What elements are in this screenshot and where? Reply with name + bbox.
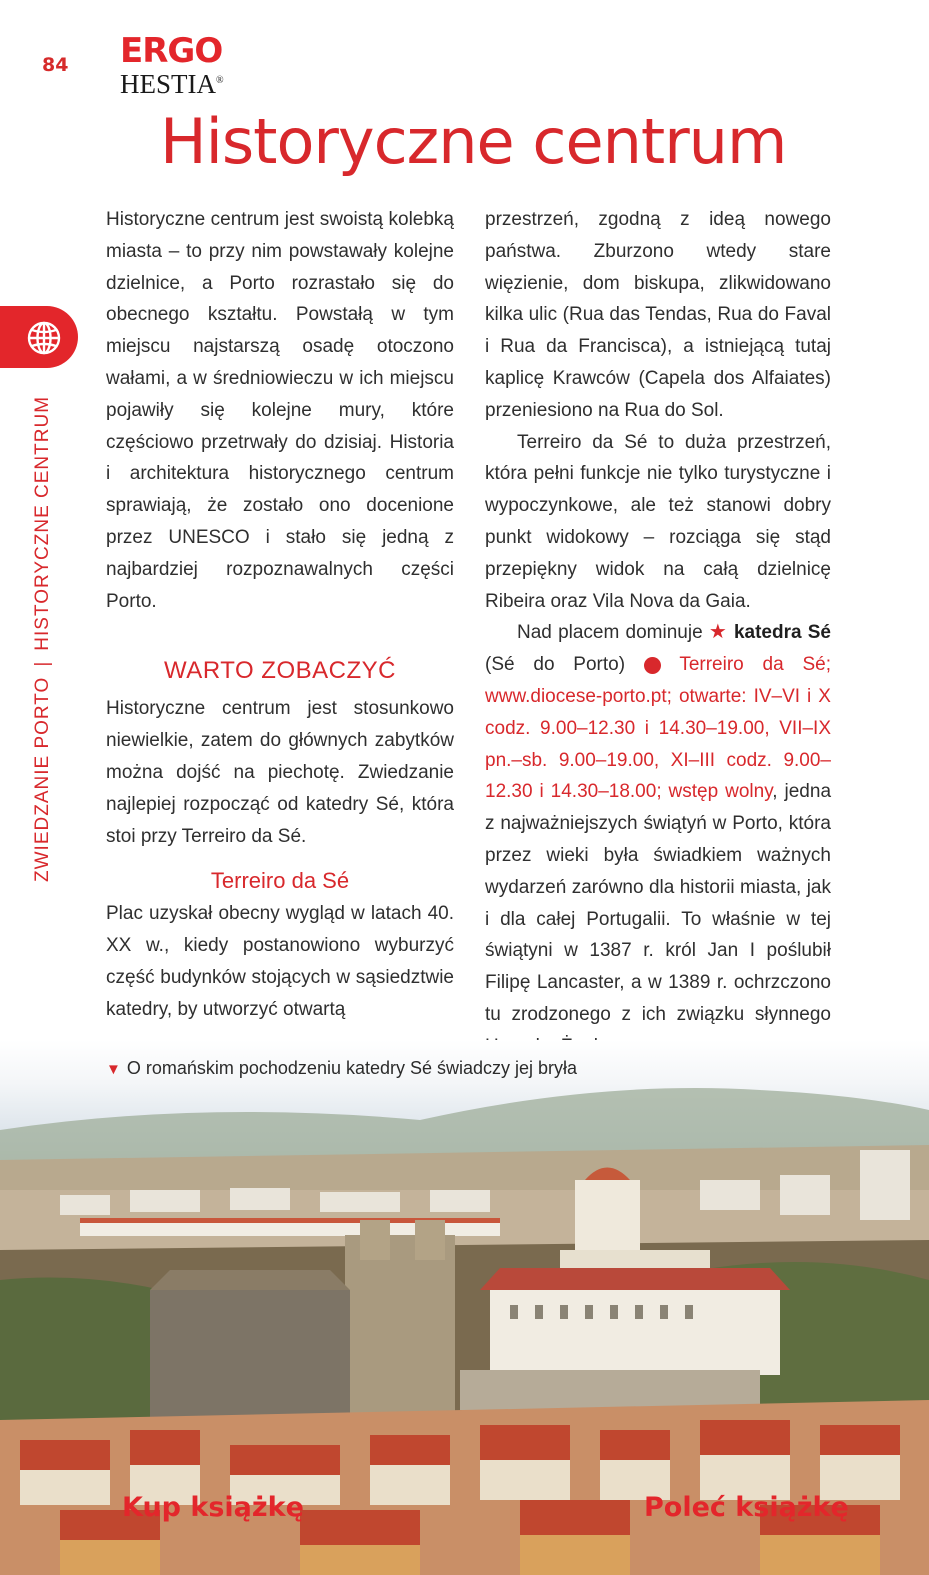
recommend-book-link[interactable]: Poleć książkę [644,1492,849,1523]
running-section-label [32,395,54,882]
globe-icon [26,320,62,356]
info-icon: i [644,657,661,674]
left-column [106,204,454,1026]
right-paragraph-2: Terreiro da Sé to duża przestrzeń, która pełni funkcje nie tylko turystyczne i wypoczynkowe, ale też stanowi dobry punkt widokowy – rozciąga się stąd przepiękny widok na całą dzielnicę Ribeira oraz Vila Nova da Gaia. [485,431,831,612]
caption-marker-icon: ▼ [106,1061,121,1078]
logo-hestia: HESTIA® [120,69,224,99]
sub-paragraph: Plac uzyskał obecny wygląd w latach 40. XX w., kiedy postanowiono wyburzyć część budynków stojących w sąsiedztwie katedry, by utworzyć otwartą [106,903,454,1020]
cathedral-name: katedra Sé [733,622,832,644]
caption-text: O romańskim pochodzeniu katedry Sé świadczy jej bryła [126,1058,578,1078]
cathedral-info: Terreiro da Sé; www.diocese-porto.pt; otwarte: IV–VI i X codz. 9.00–12.30 i 14.30–19.00, VII–IX pn.–sb. 9.00–19.00, XI–III codz. 9.00–12.30 i 14.30–18.00; wstęp wolny [485,654,831,803]
logo-ergo: ERGO [120,31,223,71]
section-separator: | [32,660,53,667]
star-icon: ★ [708,621,728,644]
buy-book-link[interactable]: Kup książkę [122,1492,304,1523]
sub-heading: Terreiro da Sé [210,868,350,894]
section-name: ZWIEDZANIE PORTO [32,676,53,882]
intro-paragraph: Historyczne centrum jest swoistą kolebką miasta – to przy nim powstawały kolejne dzielnice, a Porto rozrastało się do obecnego kształtu. Powstałą w tym miejscu najstarszą osadę otoczono wałami, a w średniowieczu w ich miejscu pojawiły się kolejne mury, które częściowo przetrwały do dzisiaj. Historia i architektura historycznego centrum sprawiają, że zostało ono docenione przez UNESCO i stało się jedną z najbardziej rozpoznawalnych części Porto. [106,209,454,612]
section-paragraph: Historyczne centrum jest stosunkowo niewielkie, zatem do głównych zabytków można dojść na piechotę. Zwiedzanie najlepiej rozpocząć od katedry Sé, która stoi przy Terreiro da Sé. [106,698,454,847]
page-title: Historyczne centrum [160,105,787,178]
photo-caption [106,1058,577,1079]
ergo-hestia-logo [120,31,230,99]
section-heading: WARTO ZOBACZYĆ [164,657,396,685]
right-paragraph-1: przestrzeń, zgodną z ideą nowego państwa. Zburzono wtedy stare więzienie, dom biskupa, zlikwidowano kilka ulic (Rua das Tendas, Rua do Faval i Rua da Francisca), a istniejącą tutaj kaplicę Krawców (Capela dos Alfaiates) przeniesiono na Rua do Sol. [485,209,831,421]
section-tab [0,306,78,368]
subsection-name: HISTORYCZNE CENTRUM [32,395,53,651]
right-paragraph-3: Nad placem dominuje ★ katedra Sé (Sé do Porto) i Terreiro da Sé; www.diocese-porto.pt; otwarte: IV–VI i X codz. 9.00–12.30 i 14.30–19.00, VII–IX pn.–sb. 9.00–19.00, XI–III codz. 9.00–12.30 i 14.30–18.00; wstęp wolny, jedna z najważniejszych świątyń w Porto, która przez wieki była świadkiem ważnych wydarzeń zarówno dla historii miasta, jak i dla całej Portugalii. To właśnie w tej świątyni w 1387 r. król Jan I poślubił Filipę Lancaster, a w 1389 r. ochrzczono tu zrodzonego z ich związku słynnego [485,621,832,1025]
page-number: 84 [42,54,69,76]
right-column [485,204,831,1063]
